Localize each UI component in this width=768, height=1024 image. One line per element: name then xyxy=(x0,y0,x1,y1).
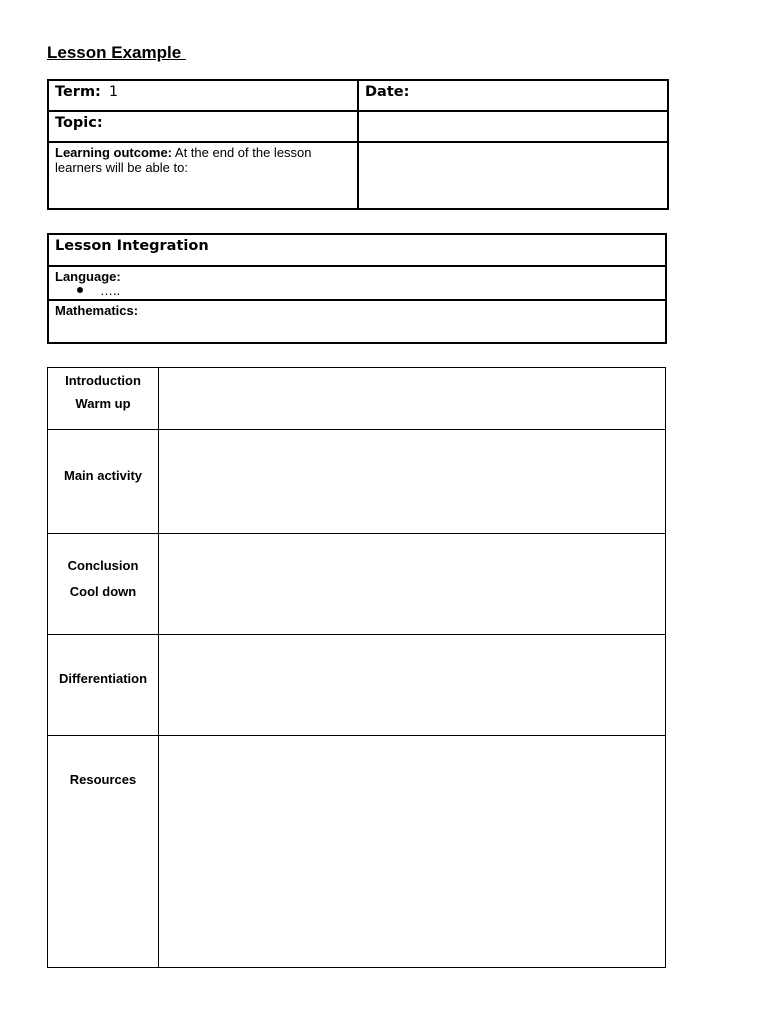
learning-outcome-cell xyxy=(48,142,358,209)
warm-up-label: Warm up xyxy=(75,396,131,411)
topic-cell xyxy=(48,111,358,142)
page-title: Lesson Example xyxy=(47,43,186,62)
introduction-content-cell xyxy=(159,368,666,430)
cool-down-label: Cool down xyxy=(69,584,137,599)
table-row xyxy=(48,300,666,343)
conclusion-content-cell xyxy=(159,534,666,635)
introduction-label: Introduction xyxy=(65,373,141,388)
main-activity-label-cell xyxy=(48,430,159,534)
conclusion-label: Conclusion xyxy=(67,558,139,573)
introduction-label-cell xyxy=(48,368,159,430)
table-row xyxy=(48,534,666,635)
topic-value-cell xyxy=(358,111,668,142)
table-row xyxy=(48,111,668,142)
table-row xyxy=(48,368,666,430)
mathematics-cell xyxy=(48,300,666,343)
language-cell xyxy=(48,266,666,300)
table-row xyxy=(48,142,668,209)
table-row xyxy=(48,266,666,300)
resources-label: Resources xyxy=(69,772,137,787)
table-row xyxy=(48,234,666,266)
term-label: Term: xyxy=(55,84,101,100)
language-label: Language: xyxy=(55,269,121,284)
table-row xyxy=(48,635,666,736)
learning-outcome-label: Learning outcome: xyxy=(55,145,173,160)
bullet-icon xyxy=(77,287,83,293)
lesson-integration-heading: Lesson Integration xyxy=(48,234,666,266)
topic-label: Topic: xyxy=(55,115,103,131)
mathematics-label: Mathematics: xyxy=(55,303,139,318)
main-activity-content-cell xyxy=(159,430,666,534)
list-item xyxy=(77,285,659,297)
language-bullet-text: ….. xyxy=(100,283,121,298)
table-row xyxy=(48,736,666,968)
differentiation-label: Differentiation xyxy=(58,671,148,686)
differentiation-content-cell xyxy=(159,635,666,736)
resources-content-cell xyxy=(159,736,666,968)
resources-label-cell xyxy=(48,736,159,968)
lesson-plan-table xyxy=(47,367,666,968)
date-cell xyxy=(358,80,668,111)
table-row xyxy=(48,430,666,534)
differentiation-label-cell xyxy=(48,635,159,736)
table-row xyxy=(48,80,668,111)
term-cell xyxy=(48,80,358,111)
learning-outcome-text: At the end of the lesson learners will be able to: xyxy=(55,145,312,175)
date-label: Date: xyxy=(365,84,410,100)
conclusion-label-cell xyxy=(48,534,159,635)
lesson-info-table xyxy=(47,79,669,210)
term-value: 1 xyxy=(108,84,119,100)
learning-outcome-value-cell xyxy=(358,142,668,209)
lesson-integration-table xyxy=(47,233,667,344)
main-activity-label: Main activity xyxy=(63,468,143,483)
